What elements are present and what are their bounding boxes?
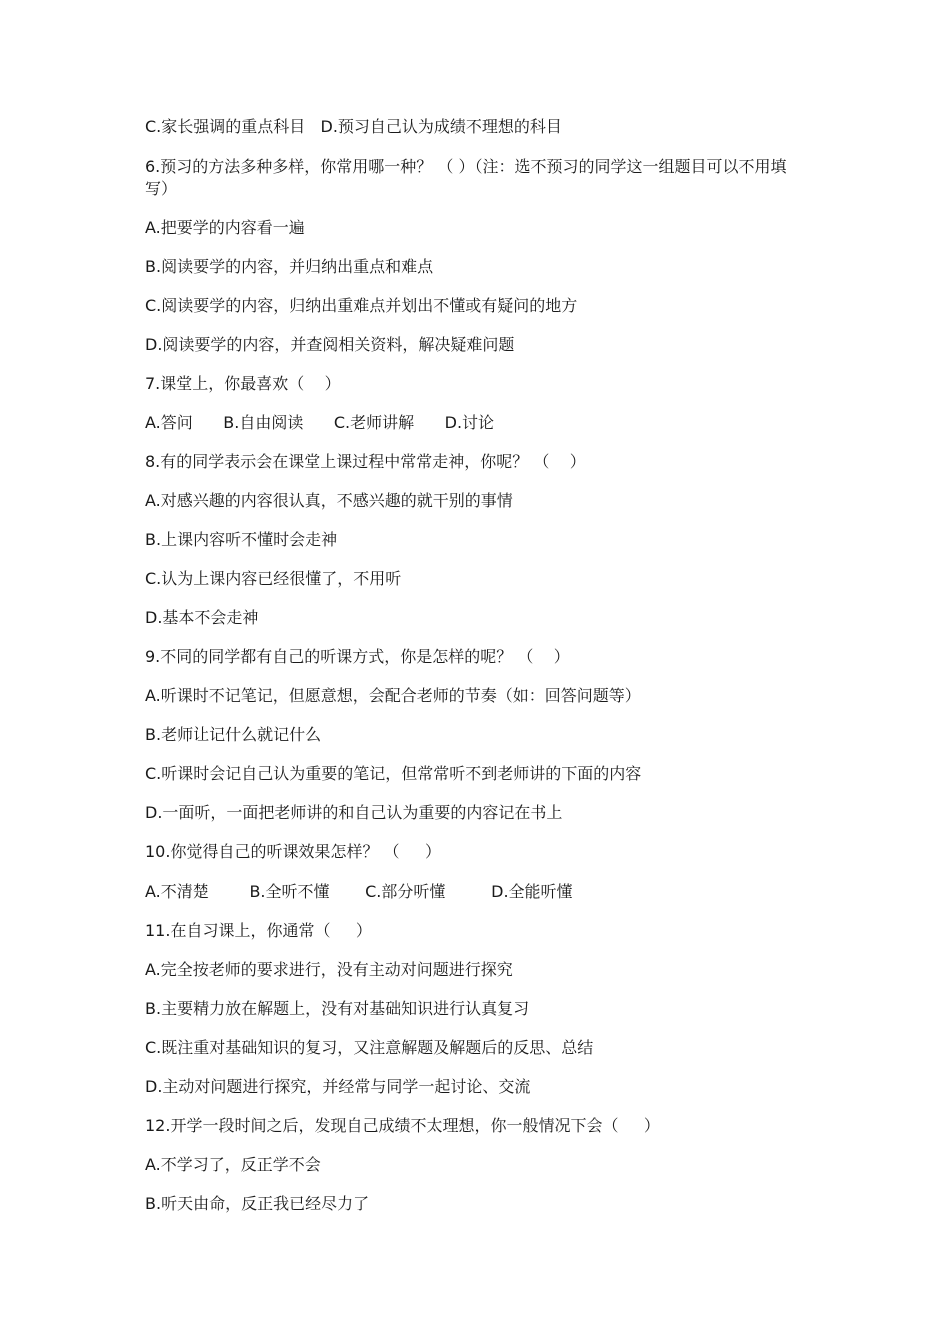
- option-line: A.把要学的内容看一遍: [145, 218, 305, 237]
- option-line: A.不学习了，反正学不会: [145, 1155, 321, 1174]
- question-6: 6.预习的方法多种多样，你常用哪一种？ （ ）（注：选不预习的同学这一组题目可以不用填写）: [145, 157, 787, 198]
- option-line: C.认为上课内容已经很懂了，不用听: [145, 569, 402, 588]
- option-line: D.阅读要学的内容，并查阅相关资料，解决疑难问题: [145, 335, 515, 354]
- option-line: B.阅读要学的内容，并归纳出重点和难点: [145, 257, 434, 276]
- option-line: C.听课时会记自己认为重要的笔记，但常常听不到老师讲的下面的内容: [145, 764, 642, 783]
- question-11: 11.在自习课上，你通常（ ）: [145, 921, 372, 940]
- option-line: B.老师让记什么就记什么: [145, 725, 322, 744]
- question-9: 9.不同的同学都有自己的听课方式，你是怎样的呢？ （ ）: [145, 647, 570, 666]
- option-line: A.完全按老师的要求进行，没有主动对问题进行探究: [145, 960, 513, 979]
- option-line: D.一面听，一面把老师讲的和自己认为重要的内容记在书上: [145, 803, 563, 822]
- option-line: A.对感兴趣的内容很认真，不感兴趣的就干别的事情: [145, 491, 513, 510]
- option-line: B.听天由命，反正我已经尽力了: [145, 1194, 370, 1213]
- option-line: D.基本不会走神: [145, 608, 259, 627]
- question-10: 10.你觉得自己的听课效果怎样？ （ ）: [145, 842, 441, 861]
- option-line: C.阅读要学的内容，归纳出重难点并划出不懂或有疑问的地方: [145, 296, 578, 315]
- question-12: 12.开学一段时间之后，发现自己成绩不太理想，你一般情况下会（ ）: [145, 1116, 660, 1135]
- option-line: B.上课内容听不懂时会走神: [145, 530, 338, 549]
- option-line: D.主动对问题进行探究，并经常与同学一起讨论、交流: [145, 1077, 531, 1096]
- option-line: A.答问 B.自由阅读 C.老师讲解 D.讨论: [145, 413, 495, 432]
- option-line: A.听课时不记笔记，但愿意想，会配合老师的节奏（如：回答问题等）: [145, 686, 641, 705]
- question-7: 7.课堂上，你最喜欢（ ）: [145, 374, 341, 393]
- option-line: C.既注重对基础知识的复习，又注意解题及解题后的反思、总结: [145, 1038, 594, 1057]
- option-line: A.不清楚 B.全听不懂 C.部分听懂 D.全能听懂: [145, 882, 573, 901]
- option-line: B.主要精力放在解题上，没有对基础知识进行认真复习: [145, 999, 530, 1018]
- option-line: C.家长强调的重点科目 D.预习自己认为成绩不理想的科目: [145, 117, 562, 136]
- question-8: 8.有的同学表示会在课堂上课过程中常常走神，你呢？ （ ）: [145, 452, 586, 471]
